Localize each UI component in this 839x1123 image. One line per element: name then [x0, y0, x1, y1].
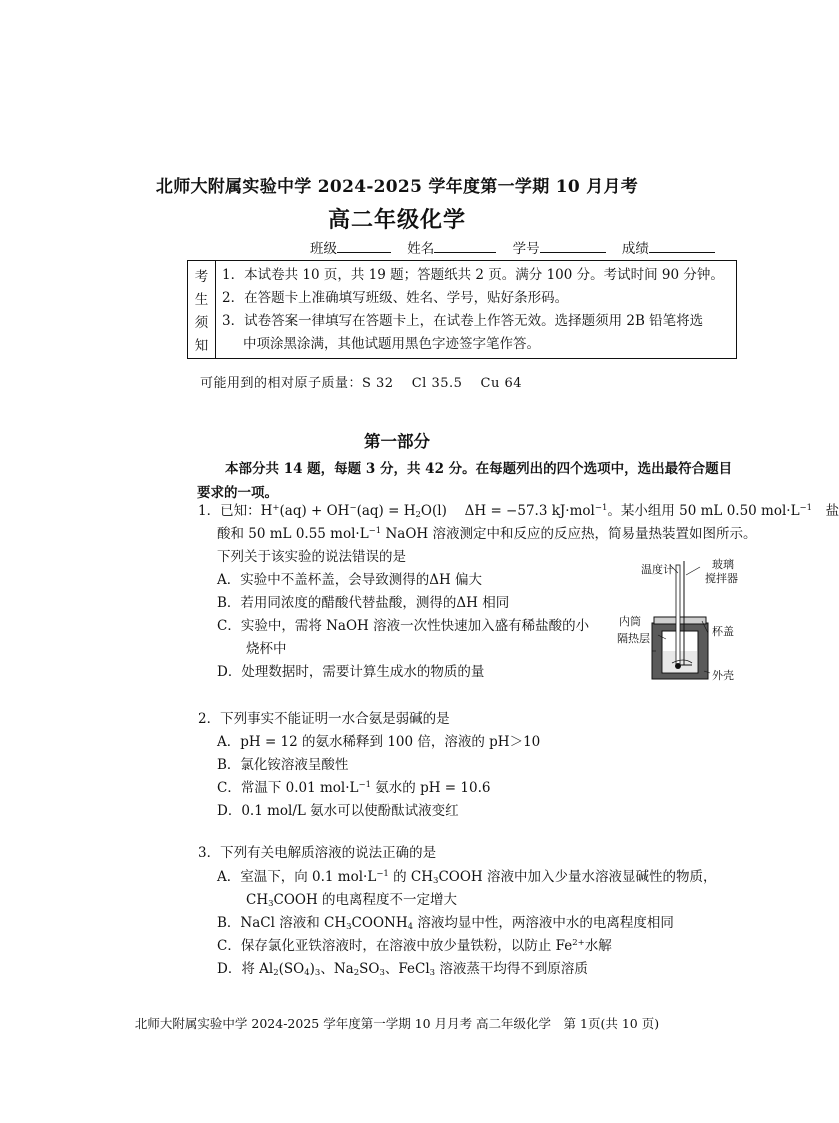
label-stirrer-b: 搅拌器 [705, 572, 738, 585]
page-footer: 北师大附属实验中学 2024-2025 学年度第一学期 10 月月考 高二年级化学 第 1页(共 10 页) [134, 1016, 660, 1031]
q2-option-d: D．0.1 mol/L 氨水可以使酚酞试液变红 [217, 803, 459, 819]
q1-option-c-cont: 烧杯中 [246, 641, 287, 657]
q1-option-c: C．实验中，需将 NaOH 溶液一次性快速加入盛有稀盐酸的小 [217, 618, 590, 634]
q2-stem: 2．下列事实不能证明一水合氨是弱碱的是 [198, 711, 450, 727]
score-label: 成绩 [621, 241, 649, 257]
notice-item: 3．试卷答案一律填写在答题卡上，在试卷上作答无效。选择题须用 2B 铅笔将选 [222, 313, 704, 329]
q1-option-a: A．实验中不盖杯盖，会导致测得的ΔH 偏大 [217, 572, 483, 588]
notice-item: 2．在答题卡上准确填写班级、姓名、学号，贴好条形码。 [222, 290, 569, 306]
score-blank[interactable] [649, 238, 715, 253]
notice-label-char: 考 [194, 269, 209, 285]
label-lid: 杯盖 [712, 625, 734, 638]
student-id-label: 学号 [512, 241, 540, 257]
q1-option-d: D．处理数据时，需要计算生成水的物质的量 [217, 664, 485, 680]
notice-label-char: 知 [194, 338, 209, 354]
label-thermometer: 温度计 [641, 563, 674, 576]
label-insulation: 隔热层 [617, 632, 650, 645]
exam-title: 北师大附属实验中学 2024-2025 学年度第一学期 10 月月考 [155, 177, 639, 197]
q2-option-a: A．pH = 12 的氨水稀释到 100 倍，溶液的 pH＞10 [217, 734, 541, 750]
label-shell: 外壳 [712, 669, 734, 682]
student-id-blank[interactable] [540, 238, 606, 253]
label-stirrer-a: 玻璃 [712, 558, 734, 571]
name-blank[interactable] [434, 238, 496, 253]
student-info-line [310, 237, 715, 257]
thermometer-shape [676, 565, 680, 665]
q2-option-b: B．氯化铵溶液呈酸性 [217, 757, 349, 773]
subject-title: 高二年级化学 [327, 207, 466, 233]
thermometer-bulb [675, 663, 681, 669]
q3-option-b: B．NaCl 溶液和 $CH_3COONH_4$ 溶液均显中性，两溶液中水的电离程度相同 [217, 915, 674, 932]
part-intro-cont: 要求的一项。 [197, 485, 278, 501]
exam-notice-box [187, 260, 737, 359]
notice-label-char: 生 [194, 292, 209, 308]
notice-item: 1．本试卷共 10 页，共 19 题；答题纸共 2 页。满分 100 分。考试时间 90 分钟。 [222, 267, 724, 283]
q1-option-b: B．若用同浓度的醋酸代替盐酸，测得的ΔH 相同 [217, 595, 510, 611]
q2-option-c: C．常温下 0.01 $mol\cdot L^{-1}$ 氨水的 pH = 10.6 [217, 780, 491, 796]
q3-stem: 3．下列有关电解质溶液的说法正确的是 [198, 845, 437, 861]
q1-stem-line1: 1．已知：$H^+(aq) + OH^-(aq) = H_2O(l)$ ΔH = −57.3 kJ·mol$^{-1}$。某小组用 50 mL 0.50 $mol\cdot L^{-1}$ 盐 [198, 503, 839, 520]
part-intro: 本部分共 14 题，每题 3 分，共 42 分。在每题列出的四个选项中，选出最符合题目 [225, 461, 733, 477]
q1-stem-line3: 下列关于该实验的说法错误的是 [217, 549, 406, 565]
q3-option-a-cont: $CH_3COOH$ 的电离程度不一定增大 [246, 892, 458, 909]
q3-option-a: A．室温下，向 0.1 $mol\cdot L^{-1}$ 的 $CH_3COOH$ 溶液中加入少量水溶液显碱性的物质， [217, 869, 717, 886]
label-inner-cup: 内筒 [619, 615, 641, 628]
q3-option-c: C．保存氯化亚铁溶液时，在溶液中放少量铁粉，以防止 $Fe^{2+}$水解 [217, 938, 612, 954]
notice-label-char: 须 [194, 315, 209, 331]
q1-stem-line2: 酸和 50 mL 0.55 $mol\cdot L^{-1}$ NaOH 溶液测定中和反应的反应热，简易量热装置如图所示。 [217, 526, 757, 542]
class-blank[interactable] [337, 238, 391, 253]
notice-item-cont: 中项涂黑涂满，其他试题用黑色字迹签字笔作答。 [243, 336, 540, 352]
name-label: 姓名 [407, 241, 435, 257]
class-label: 班级 [310, 241, 337, 257]
part-title: 第一部分 [364, 432, 430, 451]
notice-label [188, 261, 216, 358]
atomic-masses: 可能用到的相对原子质量：S 32 Cl 35.5 Cu 64 [200, 376, 523, 391]
q3-option-d: D．将 $Al_2(SO_4)_3$、$Na_2SO_3$、FeCl$_3$ 溶液蒸干均得不到原溶质 [217, 961, 588, 978]
